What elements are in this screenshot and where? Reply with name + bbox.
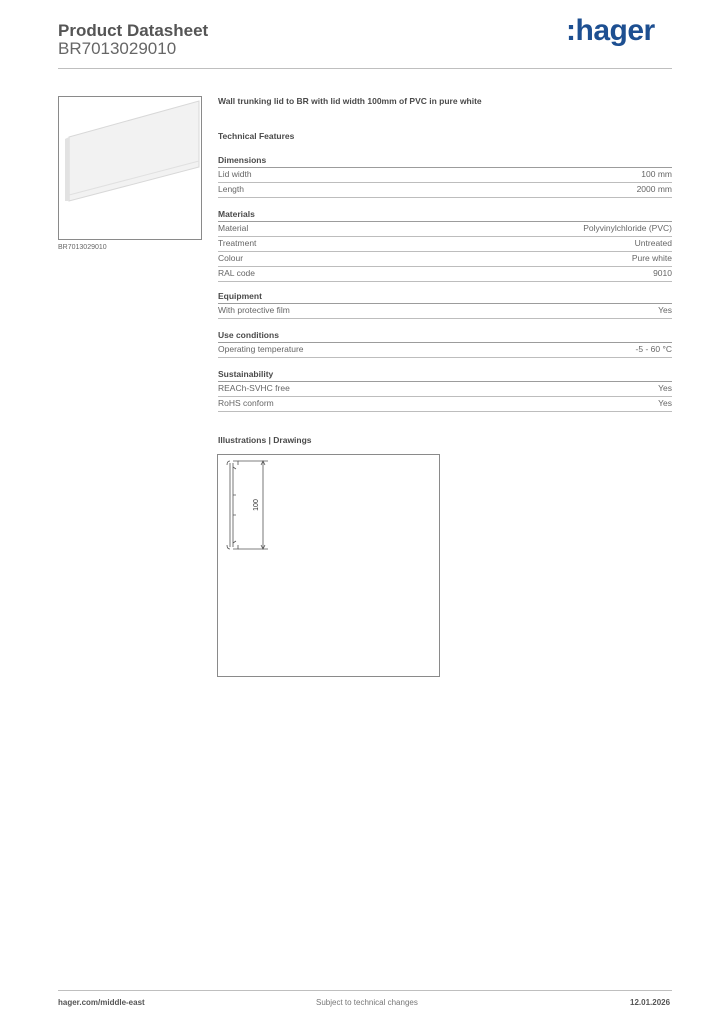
spec-section [218,369,672,412]
spec-label: Length [218,184,244,194]
spec-label: Treatment [218,238,257,248]
technical-features-title: Technical Features [218,131,295,141]
section-heading: Equipment [218,291,672,304]
spec-section [218,209,672,282]
spec-value: 100 mm [641,169,672,179]
spec-value: Yes [658,305,672,315]
spec-section [218,291,672,319]
spec-row [218,237,672,252]
technical-drawing-graphic [218,455,439,676]
spec-value: Polyvinylchloride (PVC) [583,223,672,233]
product-headline: Wall trunking lid to BR with lid width 100mm of PVC in pure white [218,96,482,106]
spec-value: Pure white [631,253,672,263]
spec-section [218,330,672,358]
spec-label: RoHS conform [218,398,274,408]
section-heading: Materials [218,209,672,222]
product-image-graphic [59,97,201,239]
section-heading: Dimensions [218,155,672,168]
footer-date: 12.01.2026 [630,998,671,1007]
footer-note: Subject to technical changes [316,998,418,1007]
technical-drawing [217,454,440,677]
spec-section [218,155,672,198]
spec-row [218,304,672,319]
spec-label: Colour [218,253,244,263]
hager-logo: :hager [566,14,655,47]
dimension-label: 100 [253,499,260,511]
spec-label: Lid width [218,169,252,179]
spec-label: Material [218,223,249,233]
section-heading: Sustainability [218,369,672,382]
spec-label: With protective film [218,305,290,315]
spec-row [218,252,672,267]
spec-row [218,168,672,183]
spec-label: RAL code [218,268,256,278]
footer-divider [58,990,672,991]
drawings-title: Illustrations | Drawings [218,435,312,445]
footer-website: hager.com/middle-east [58,998,145,1007]
spec-value: -5 - 60 °C [635,344,672,354]
spec-value: Yes [658,383,672,393]
spec-row [218,343,672,358]
spec-row [218,222,672,237]
spec-value: 2000 mm [636,184,672,194]
product-code: BR7013029010 [58,39,177,58]
spec-row [218,267,672,282]
header-divider [58,68,672,69]
spec-row [218,397,672,412]
product-image [58,96,202,240]
section-heading: Use conditions [218,330,672,343]
spec-value: Untreated [634,238,672,248]
spec-label: Operating temperature [218,344,304,354]
spec-row [218,183,672,198]
spec-value: 9010 [653,268,672,278]
spec-label: REACh-SVHC free [218,383,290,393]
spec-row [218,382,672,397]
spec-value: Yes [658,398,672,408]
page-title: Product Datasheet [58,21,209,40]
image-caption: BR7013029010 [58,244,107,251]
